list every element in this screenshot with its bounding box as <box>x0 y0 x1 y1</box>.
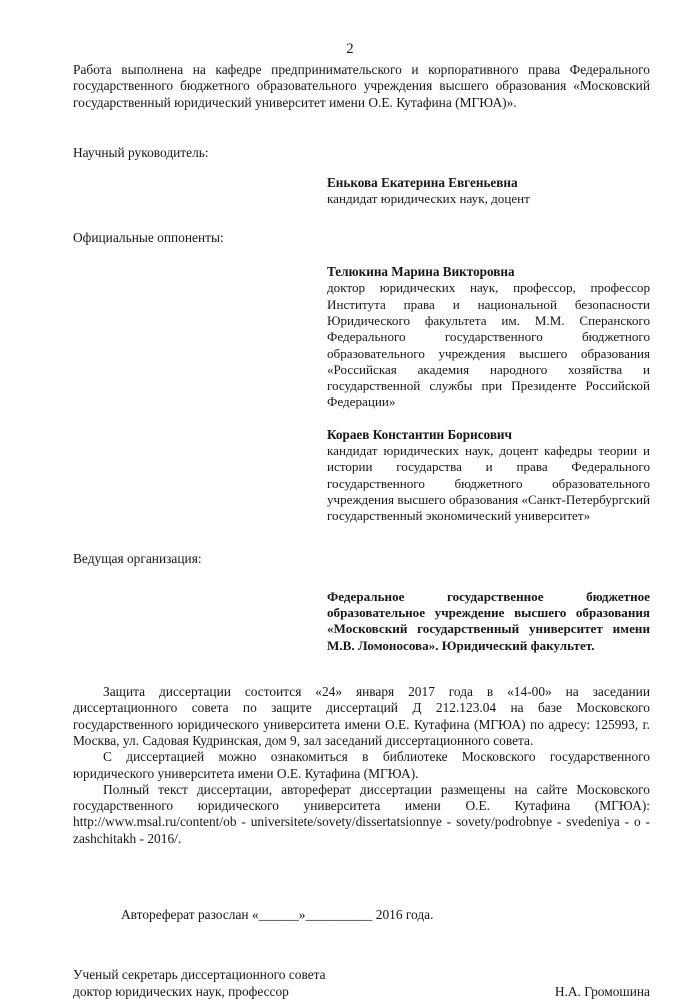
section-official-opponents <box>73 230 650 525</box>
entry-group <box>327 589 650 654</box>
entry-name: Кораев Константин Борисович <box>327 426 512 442</box>
spacer <box>73 525 650 551</box>
spacer <box>73 654 650 684</box>
spacer <box>73 891 650 907</box>
spacer <box>73 208 650 230</box>
spacer <box>73 246 650 264</box>
page-number: 2 <box>346 41 354 57</box>
entry-description: доктор юридических наук, профессор, профессор Института права и национальной безопасности Юридического факультета им. М.М. Сперанского Федерального государственного бюджетного образовательного учреждения высшего образования «Российская академия народного хозяйства и государственной службы при Президенте Российской Федерации» <box>327 280 650 410</box>
secretary-line-1: Ученый секретарь диссертационного совета <box>73 967 326 983</box>
entry-group <box>327 175 650 208</box>
spacer <box>73 567 650 589</box>
entry-description: Федеральное государственное бюджетное образовательное учреждение высшего образования «Московский государственный университет имени М.В. Ломоносова». Юридический факультет. <box>327 588 650 653</box>
dispatch-line: Автореферат разослан «______»__________ 2016 года. <box>121 906 434 922</box>
secretary-signature-row <box>73 984 650 1001</box>
fulltext-paragraph: Полный текст диссертации, автореферат диссертации размещены на сайте Московского государственного юридического университета имени О.Е. Кутафина (МГЮА): <box>73 781 650 814</box>
secretary-line-2: доктор юридических наук, профессор <box>73 984 289 1000</box>
spacer <box>73 111 650 145</box>
entry-group <box>327 264 650 524</box>
intro-paragraph: Работа выполнена на кафедре предпринимательского и корпоративного права Федерального государственного бюджетного образовательного учреждения высшего образования «Московский государственный юридический университет имени О.Е. Кутафина (МГЮА)». <box>73 62 650 110</box>
secretary-block <box>73 967 650 1001</box>
entry-name: Телюкина Марина Викторовна <box>327 264 515 280</box>
section-leading-organization <box>73 551 650 654</box>
entry-description: кандидат юридических наук, доцент кафедры теории и истории государства и права Федерального государственного бюджетного образовательного учреждения высшего образования «Санкт-Петербургский государственный экономический университет» <box>327 443 650 524</box>
spacer <box>73 847 650 891</box>
entry-name: Енькова Екатерина Евгеньевна <box>327 175 518 191</box>
spacer <box>73 161 650 175</box>
document-content <box>73 62 650 1001</box>
defense-paragraph: Защита диссертации состоится «24» января 2017 года в «14-00» на заседании диссертационного совета по защите диссертаций Д 212.123.04 на базе Московского государственного юридического университета имени О.Е. Кутафина (МГЮА) по адресу: 125993, г. Москва, ул. Садовая Кудринская, дом 9, зал заседаний диссертационного совета. <box>73 684 650 748</box>
spacer <box>327 411 650 427</box>
library-paragraph: С диссертацией можно ознакомиться в библиотеке Московского государственного юридического университета имени О.Е. Кутафина (МГЮА). <box>73 749 650 781</box>
section-scientific-supervisor <box>73 145 650 208</box>
section-label: Ведущая организация: <box>73 550 202 566</box>
secretary-name: Н.А. Громошина <box>554 984 650 1000</box>
dissertation-url[interactable]: http://www.msal.ru/content/ob - universitete/sovety/dissertatsionnye - sovety/podrobnye - svedeniya - o - zashchitakh - 2016/. <box>73 814 650 846</box>
section-label: Официальные оппоненты: <box>73 229 224 245</box>
entry-description: кандидат юридических наук, доцент <box>327 191 530 207</box>
spacer <box>73 923 650 967</box>
section-label: Научный руководитель: <box>73 144 209 160</box>
